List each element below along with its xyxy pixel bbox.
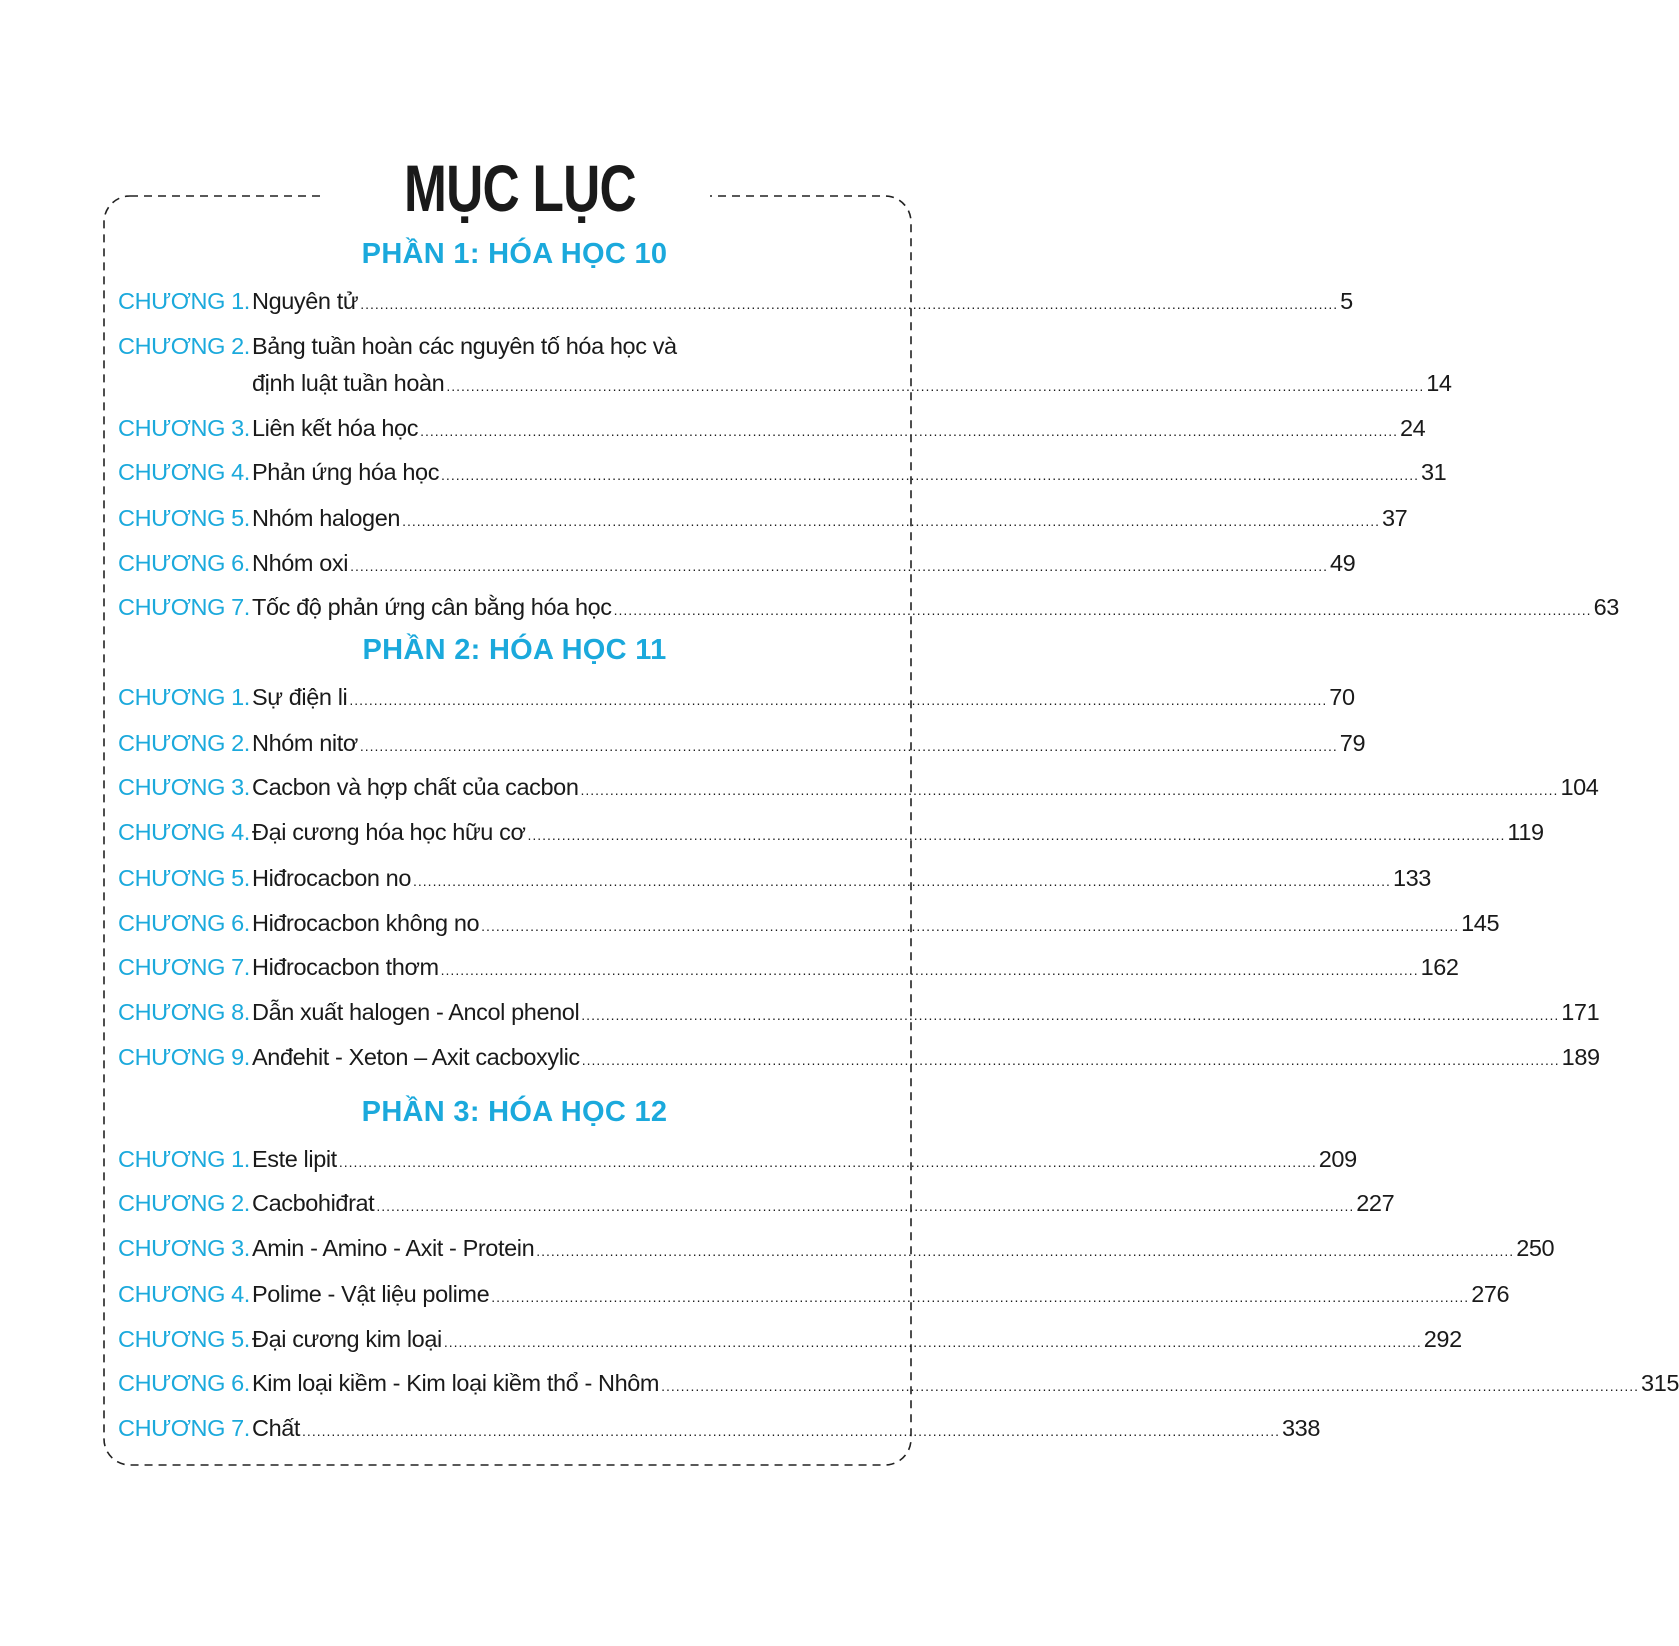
page-number: 145 xyxy=(1461,910,1500,936)
chapter-label: CHƯƠNG 5. xyxy=(118,1326,250,1352)
toc-entry[interactable] xyxy=(118,505,1408,535)
dot-leader: ........................................................................................................................................................................................................ xyxy=(536,1243,1515,1259)
toc-entry[interactable] xyxy=(118,819,1544,849)
toc-entry[interactable] xyxy=(118,550,1356,580)
dot-leader: ........................................................................................................................................................................................................ xyxy=(376,1198,1355,1214)
chapter-title: Este lipit xyxy=(252,1146,337,1172)
chapter-title: Nhóm oxi xyxy=(252,550,349,576)
chapter-label: CHƯƠNG 2. xyxy=(118,333,250,359)
toc-entry[interactable] xyxy=(118,1146,1357,1176)
chapter-title: Cacbohiđrat xyxy=(252,1190,375,1216)
page-number: 104 xyxy=(1560,774,1599,800)
dot-leader: ........................................................................................................................................................................................................ xyxy=(481,918,1460,934)
page-number: 63 xyxy=(1593,594,1619,620)
chapter-label: CHƯƠNG 5. xyxy=(118,505,250,531)
toc-entry[interactable] xyxy=(118,865,1431,895)
page-number: 24 xyxy=(1400,415,1426,441)
chapter-title: Amin - Amino - Axit - Protein xyxy=(252,1235,535,1261)
dot-leader: ........................................................................................................................................................................................................ xyxy=(360,296,1339,312)
chapter-title: Dẫn xuất halogen - Ancol phenol xyxy=(252,999,580,1025)
chapter-title: Anđehit - Xeton – Axit cacboxylic xyxy=(252,1044,580,1070)
dot-leader: ........................................................................................................................................................................................................ xyxy=(661,1378,1640,1394)
chapter-title: Hiđrocacbon thơm xyxy=(252,954,439,980)
chapter-label: CHƯƠNG 4. xyxy=(118,819,250,845)
dot-leader: ........................................................................................................................................................................................................ xyxy=(443,1334,1422,1350)
toc-entry[interactable] xyxy=(118,730,1366,760)
chapter-label: CHƯƠNG 1. xyxy=(118,684,250,710)
chapter-title: Liên kết hóa học xyxy=(252,415,419,441)
chapter-label: CHƯƠNG 9. xyxy=(118,1044,250,1070)
page-title: MỤC LỤC xyxy=(364,150,676,226)
dot-leader: ........................................................................................................................................................................................................ xyxy=(402,513,1380,529)
chapter-label: CHƯƠNG 7. xyxy=(118,594,250,620)
chapter-title: Hiđrocacbon no xyxy=(252,865,412,891)
page-number: 49 xyxy=(1330,550,1356,576)
dot-leader: ........................................................................................................................................................................................................ xyxy=(359,738,1338,754)
chapter-title: Phản ứng hóa học xyxy=(252,459,440,485)
dot-leader: ........................................................................................................................................................................................................ xyxy=(349,692,1328,708)
page-number: 338 xyxy=(1281,1415,1320,1441)
dot-leader: ........................................................................................................................................................................................................ xyxy=(413,873,1391,889)
chapter-title-continued: định luật tuần hoàn xyxy=(252,370,445,396)
chapter-label: CHƯƠNG 8. xyxy=(118,999,250,1025)
chapter-title: Kim loại kiềm - Kim loại kiềm thổ - Nhôm xyxy=(252,1370,660,1396)
chapter-label: CHƯƠNG 6. xyxy=(118,1370,250,1396)
chapter-title: Nhóm nitơ xyxy=(252,730,358,756)
chapter-title: Hiđrocacbon không no xyxy=(252,910,480,936)
chapter-label: CHƯƠNG 7. xyxy=(118,1415,250,1441)
toc-entry[interactable] xyxy=(118,1044,1600,1074)
chapter-label: CHƯƠNG 6. xyxy=(118,550,250,576)
page-number: 79 xyxy=(1339,730,1366,756)
page-number: 209 xyxy=(1318,1146,1357,1172)
toc-entry[interactable] xyxy=(118,1326,1462,1356)
page-number: 315 xyxy=(1641,1370,1679,1396)
toc-entry[interactable] xyxy=(118,910,1500,940)
chapter-title: Đại cương kim loại xyxy=(252,1326,442,1352)
chapter-label: CHƯƠNG 4. xyxy=(118,459,250,485)
part-heading: PHẦN 3: HÓA HỌC 12 xyxy=(361,1096,668,1128)
chapter-title: Nhóm halogen xyxy=(252,505,401,531)
toc-entry[interactable] xyxy=(118,954,1459,984)
page-number: 250 xyxy=(1516,1235,1555,1261)
toc-entry[interactable] xyxy=(118,774,1599,804)
chapter-title: Tốc độ phản ứng cân bằng hóa học xyxy=(252,594,612,620)
dot-leader: ........................................................................................................................................................................................................ xyxy=(350,558,1328,574)
dot-leader: ........................................................................................................................................................................................................ xyxy=(420,423,1399,439)
dot-leader: ........................................................................................................................................................................................................ xyxy=(613,602,1592,618)
dot-leader: ........................................................................................................................................................................................................ xyxy=(581,1052,1560,1068)
toc-entry[interactable] xyxy=(118,459,1447,489)
chapter-label: CHƯƠNG 7. xyxy=(118,954,250,980)
chapter-label: CHƯƠNG 1. xyxy=(118,1146,250,1172)
toc-entry[interactable] xyxy=(118,1370,1679,1400)
chapter-title: Nguyên tử xyxy=(252,288,359,314)
page-number: 31 xyxy=(1420,459,1447,485)
page-number: 189 xyxy=(1561,1044,1600,1070)
chapter-label: CHƯƠNG 3. xyxy=(118,774,250,800)
dot-leader: ........................................................................................................................................................................................................ xyxy=(446,378,1425,394)
chapter-label: CHƯƠNG 1. xyxy=(118,288,250,314)
page-number: 227 xyxy=(1356,1190,1395,1216)
page-number: 171 xyxy=(1561,999,1600,1025)
dot-leader: ........................................................................................................................................................................................................ xyxy=(581,1007,1560,1023)
page-number: 162 xyxy=(1420,954,1459,980)
toc-entry[interactable] xyxy=(118,288,1353,318)
toc-entry[interactable] xyxy=(118,415,1426,445)
dot-leader: ........................................................................................................................................................................................................ xyxy=(440,962,1419,978)
chapter-title: Sự điện li xyxy=(252,684,348,710)
page-number: 276 xyxy=(1471,1281,1510,1307)
chapter-label: CHƯƠNG 2. xyxy=(118,730,250,756)
page-number: 5 xyxy=(1340,288,1353,314)
page-number: 119 xyxy=(1507,819,1544,845)
dot-leader: ........................................................................................................................................................................................................ xyxy=(441,467,1419,483)
dot-leader: ........................................................................................................................................................................................................ xyxy=(527,827,1506,843)
chapter-label: CHƯƠNG 4. xyxy=(118,1281,250,1307)
part-heading: PHẦN 2: HÓA HỌC 11 xyxy=(362,634,667,666)
chapter-title: Đại cương hóa học hữu cơ xyxy=(252,819,526,845)
chapter-title: Bảng tuần hoàn các nguyên tố hóa học và xyxy=(252,333,677,359)
chapter-title: Cacbon và hợp chất của cacbon xyxy=(252,774,579,800)
chapter-title: Polime - Vật liệu polime xyxy=(252,1281,490,1307)
chapter-label: CHƯƠNG 5. xyxy=(118,865,250,891)
part-heading: PHẦN 1: HÓA HỌC 10 xyxy=(361,238,668,270)
page-number: 14 xyxy=(1426,370,1452,396)
page-number: 292 xyxy=(1423,1326,1462,1352)
toc-entry[interactable] xyxy=(118,333,868,363)
toc-entry[interactable] xyxy=(118,1235,1555,1265)
toc-entry[interactable] xyxy=(118,1415,1320,1445)
chapter-label: CHƯƠNG 3. xyxy=(118,415,250,441)
dot-leader: ........................................................................................................................................................................................................ xyxy=(580,782,1559,798)
chapter-label: CHƯƠNG 6. xyxy=(118,910,250,936)
toc-entry[interactable] xyxy=(118,594,1619,624)
toc-entry-continuation xyxy=(118,370,1452,400)
chapter-title: Chất xyxy=(252,1415,301,1441)
dot-leader: ........................................................................................................................................................................................................ xyxy=(491,1289,1470,1305)
chapter-label: CHƯƠNG 2. xyxy=(118,1190,250,1216)
page-number: 37 xyxy=(1382,505,1408,531)
page-number: 70 xyxy=(1329,684,1355,710)
toc-entry[interactable] xyxy=(118,684,1355,714)
toc-entry[interactable] xyxy=(118,1281,1510,1311)
toc-entry[interactable] xyxy=(118,999,1600,1029)
toc-entry[interactable] xyxy=(118,1190,1395,1220)
chapter-label: CHƯƠNG 3. xyxy=(118,1235,250,1261)
page-number: 133 xyxy=(1392,865,1431,891)
dot-leader: ........................................................................................................................................................................................................ xyxy=(338,1154,1317,1170)
dot-leader: ........................................................................................................................................................................................................ xyxy=(302,1423,1280,1439)
